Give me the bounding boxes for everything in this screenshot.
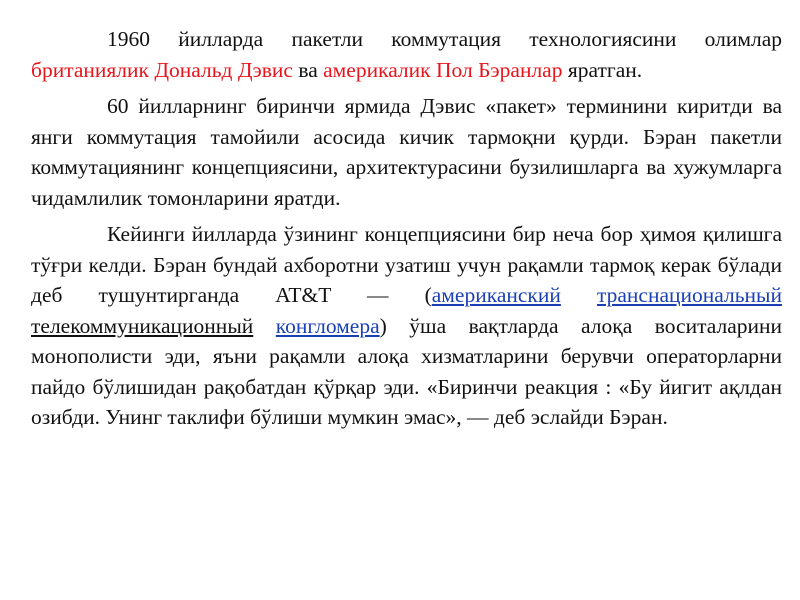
paragraph-1-text-c: яратган. [562,57,643,82]
paragraph-1 [31,24,782,85]
link-telecommunication[interactable]: телекоммуникационный [31,313,254,338]
paragraph-3-text-b: ) ўша вақтларда алоқа воситаларини монополисти эди, яъни рақамли алоқа хизматларини берувчи операторларни пайдо бўлишидан рақобатдан қўрқар эди. «Биринчи реакция : «Бу йигит ақлдан озибди. Унинг таклифи бўлиши мумкин эмас», — деб эслайди Бэран. [31,313,782,429]
highlight-baran: америкалик Пол Бэранлар [323,57,563,82]
link-transnational[interactable]: транснациональный [596,283,783,307]
paragraph-3-text-a: Кейинги йилларда ўзининг концепциясини бир неча бор ҳимоя қилишга тўғри келди. Бэран бундай ахборотни узатиш учун рақамли тармоқ керак бўлади деб тушунтирганда AT&T — ( [31,222,782,307]
paragraph-3 [31,219,782,433]
highlight-davies: британиялик Дональд Дэвис [31,57,293,82]
paragraph-1-text-a: 1960 йилларда пакетли коммутация технологиясини олимлар [107,27,782,51]
link-conglomerate[interactable]: конгломера [275,313,380,338]
paragraph-1-text-b: ва [292,57,324,82]
paragraph-2-text: 60 йилларнинг биринчи ярмида Дэвис «пакет» терминини киритди ва янги коммутация тамойили асосида кичик тармоқни қурди. Бэран пакетли коммутациянинг концепциясини, архитектурасини бузилишларга ва хужумларга чидамлилик томонларини яратди. [31,94,782,210]
paragraph-2 [31,91,782,213]
link-american[interactable]: американский [431,283,561,307]
